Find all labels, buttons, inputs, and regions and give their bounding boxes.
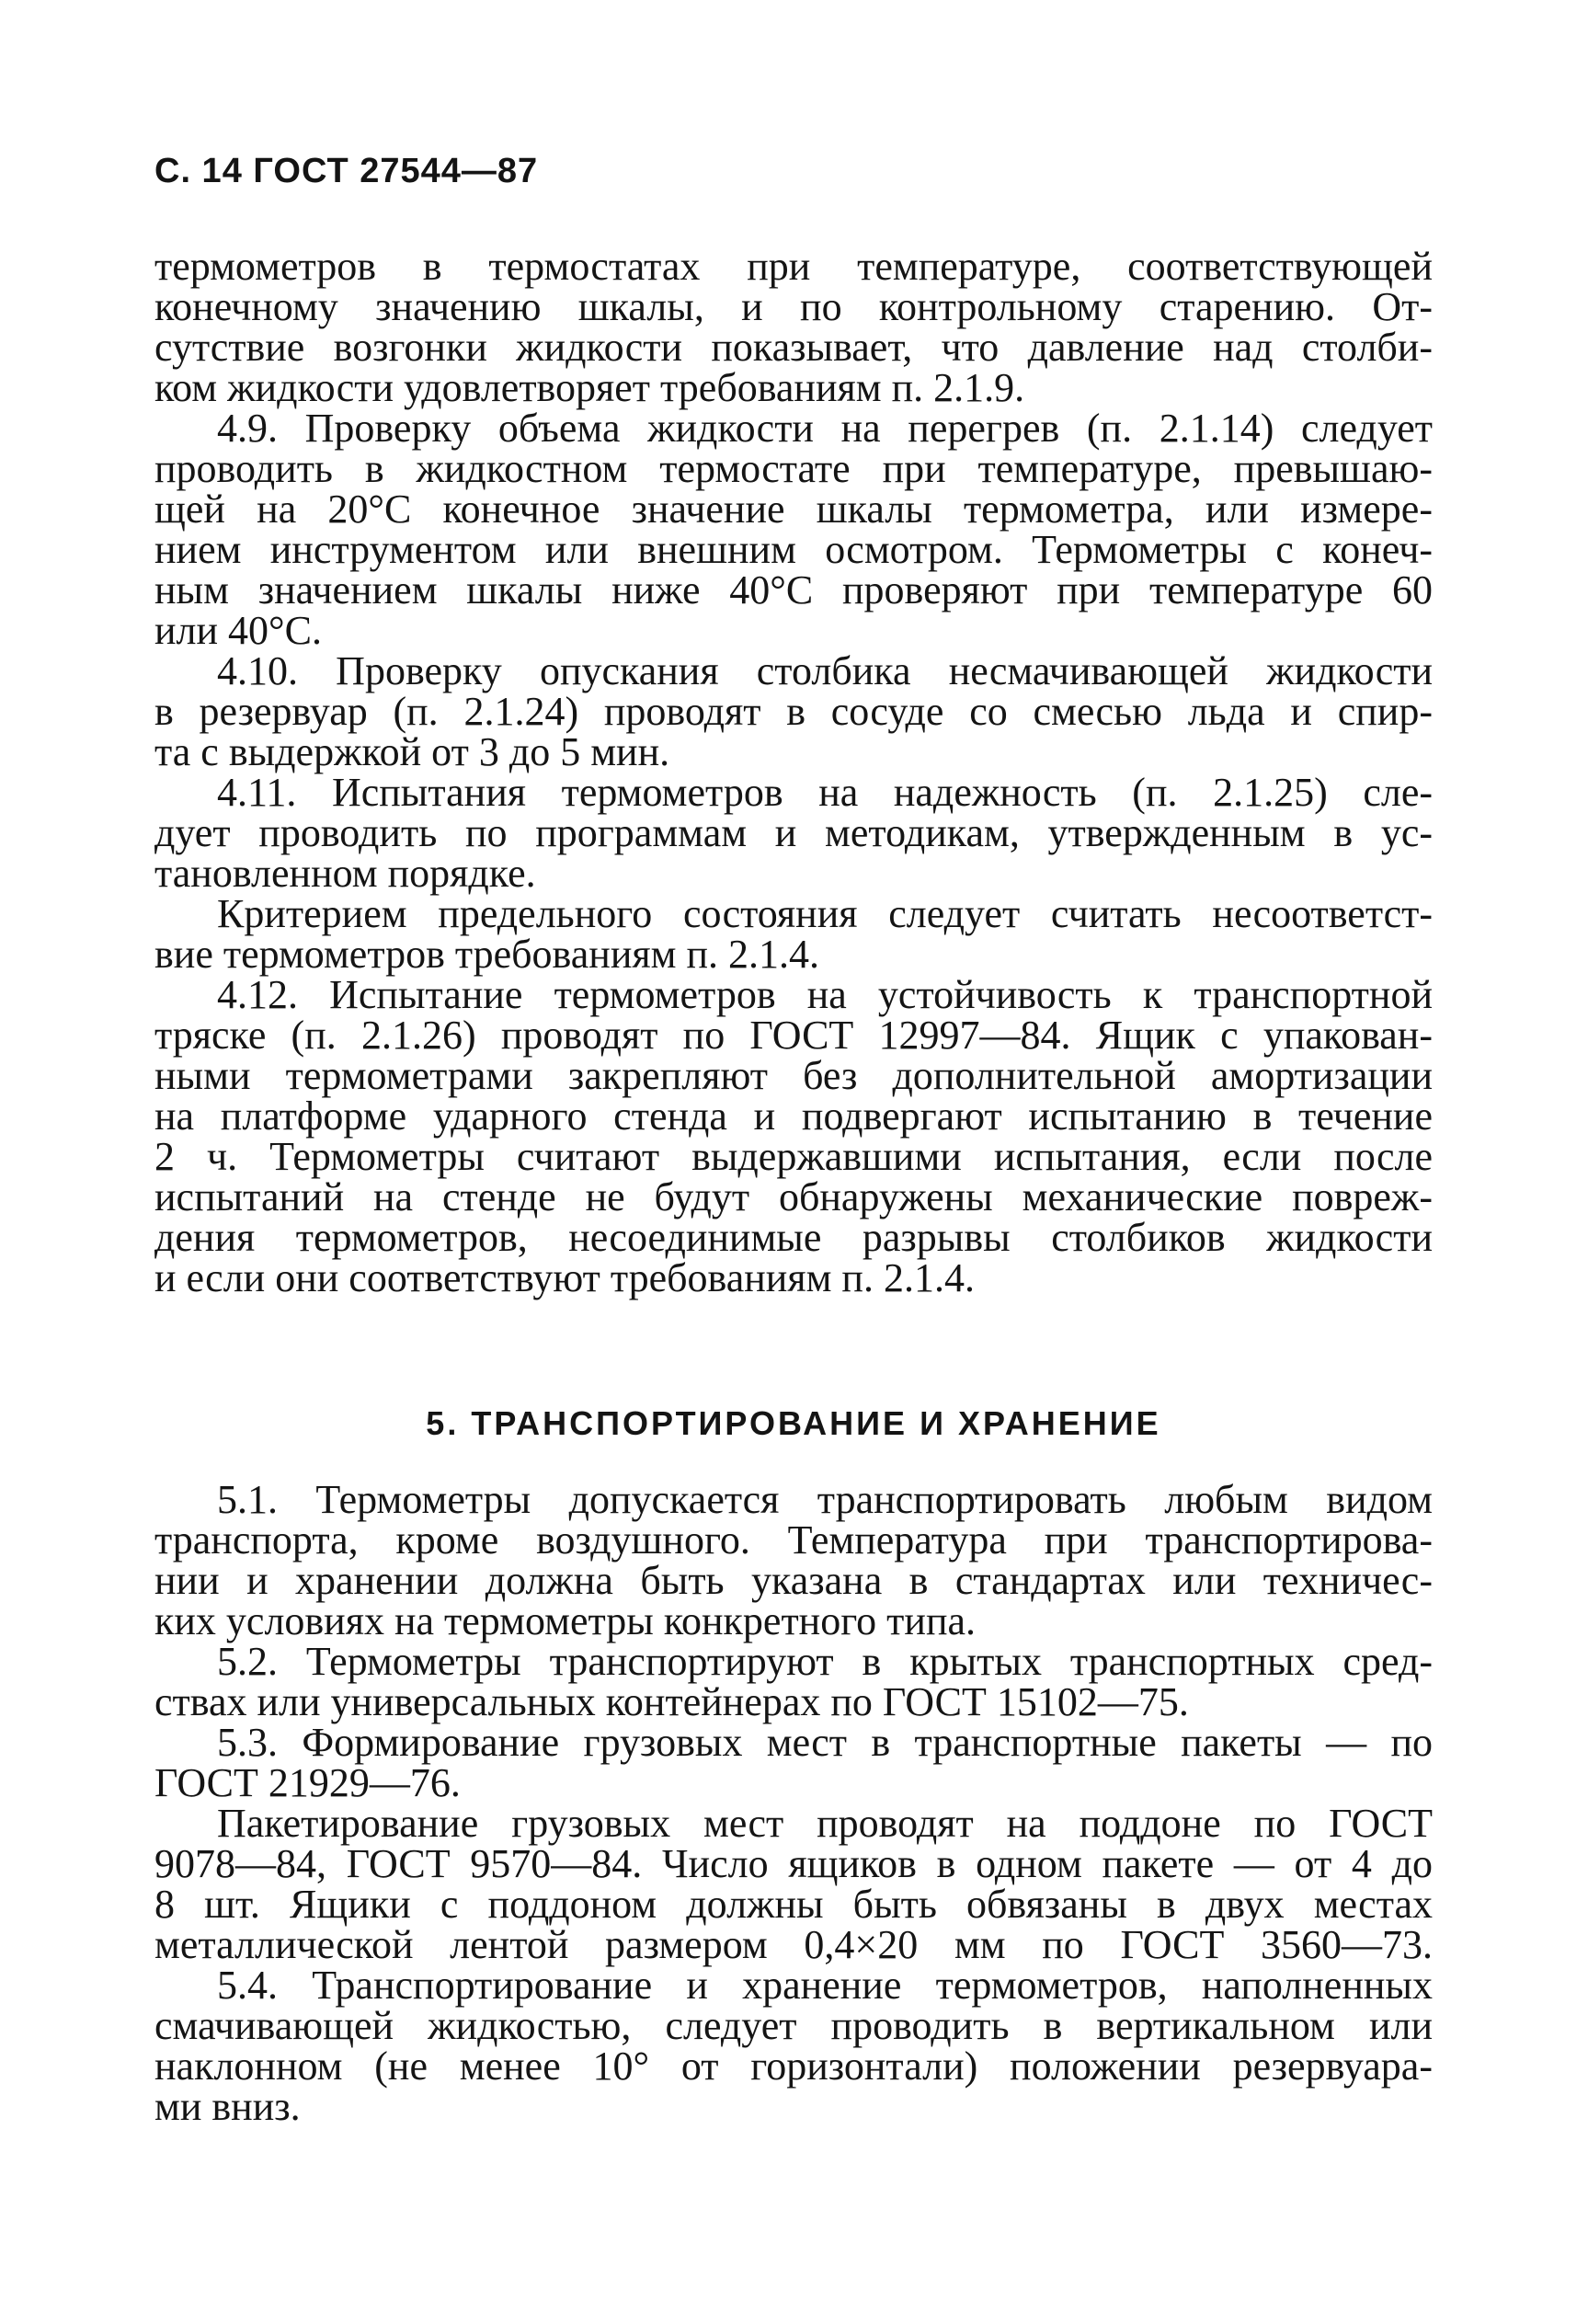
text-line: щей на 20°С конечное значение шкалы термометра, или измере- [154,487,1433,532]
text-line: испытаний на стенде не будут обнаружены механические повреж- [154,1174,1433,1219]
text-line: конечному значению шкалы, и по контрольному старению. От- [154,284,1433,329]
top-text-block [154,246,1433,1299]
text-line: проводить в жидкостном термостате при температуре, превышаю- [154,446,1433,491]
text-line: Пакетирование грузовых мест проводят на поддоне по ГОСТ [217,1801,1433,1846]
text-line: ми вниз. [154,2084,301,2129]
text-line: 5.4. Транспортирование и хранение термометров, наполненных [217,1963,1433,2008]
text-line: 9078—84, ГОСТ 9570—84. Число ящиков в одном пакете — от 4 до [154,1841,1433,1886]
text-line: 5.1. Термометры допускается транспортировать любым видом [217,1477,1433,1522]
text-line: сутствие возгонки жидкости показывает, что давление над столби- [154,325,1433,370]
text-line: 4.12. Испытание термометров на устойчивость к транспортной [217,972,1433,1017]
text-line: нием инструментом или внешним осмотром. Термометры с конеч- [154,527,1433,572]
section-heading: 5. ТРАНСПОРТИРОВАНИЕ И ХРАНЕНИЕ [426,1404,1161,1442]
bottom-text-block [154,1477,1433,2129]
text-line: 5.2. Термометры транспортируют в крытых транспортных сред- [217,1639,1433,1684]
text-line: термометров в термостатах при температуре, соответствующей [154,244,1433,289]
page-header: С. 14 ГОСТ 27544—87 [154,152,539,190]
text-line: 4.11. Испытания термометров на надежность (п. 2.1.25) сле- [217,770,1433,815]
text-line: транспорта, кроме воздушного. Температура при транспортирова- [154,1517,1433,1563]
text-line: ным значением шкалы ниже 40°С проверяют при температуре 60 [154,567,1433,612]
text-line: 5.3. Формирование грузовых мест в транспортные пакеты — по [217,1720,1433,1765]
text-line: наклонном (не менее 10° от горизонтали) положении резервуара- [154,2044,1433,2089]
text-line: и если они соответствуют требованиям п. 2.1.4. [154,1255,975,1300]
text-line: или 40°С. [154,608,322,653]
text-line: 2 ч. Термометры считают выдержавшими испытания, если после [154,1134,1433,1179]
text-line: дует проводить по программам и методикам, утвержденным в ус- [154,810,1433,855]
text-line: смачивающей жидкостью, следует проводить в вертикальном или [154,2003,1433,2048]
text-line: та с выдержкой от 3 до 5 мин. [154,729,670,774]
text-line: 8 шт. Ящики с поддоном должны быть обвязаны в двух местах [154,1882,1433,1927]
text-line: тряске (п. 2.1.26) проводят по ГОСТ 12997—84. Ящик с упакован- [154,1013,1433,1058]
text-line: 4.10. Проверку опускания столбика несмачивающей жидкости [217,648,1433,693]
text-line: нии и хранении должна быть указана в стандартах или техничес- [154,1558,1433,1603]
text-line: на платформе ударного стенда и подвергают испытанию в течение [154,1093,1433,1139]
text-line: 4.9. Проверку объема жидкости на перегрев (п. 2.1.14) следует [217,406,1433,451]
text-line: вие термометров требованиям п. 2.1.4. [154,932,819,977]
text-line: ными термометрами закрепляют без дополнительной амортизации [154,1053,1433,1098]
text-line: дения термометров, несоединимые разрывы столбиков жидкости [154,1215,1433,1260]
text-line: Критерием предельного состояния следует считать несоответст- [217,891,1433,936]
text-line: металлической лентой размером 0,4×20 мм по ГОСТ 3560—73. [154,1922,1433,1967]
text-line: ком жидкости удовлетворяет требованиям п. 2.1.9. [154,365,1025,410]
text-line: ГОСТ 21929—76. [154,1760,461,1805]
text-line: ствах или универсальных контейнерах по ГОСТ 15102—75. [154,1679,1189,1724]
text-line: в резервуар (п. 2.1.24) проводят в сосуде со смесью льда и спир- [154,689,1433,734]
text-line: ких условиях на термометры конкретного типа. [154,1598,977,1643]
text-line: тановленном порядке. [154,851,536,896]
